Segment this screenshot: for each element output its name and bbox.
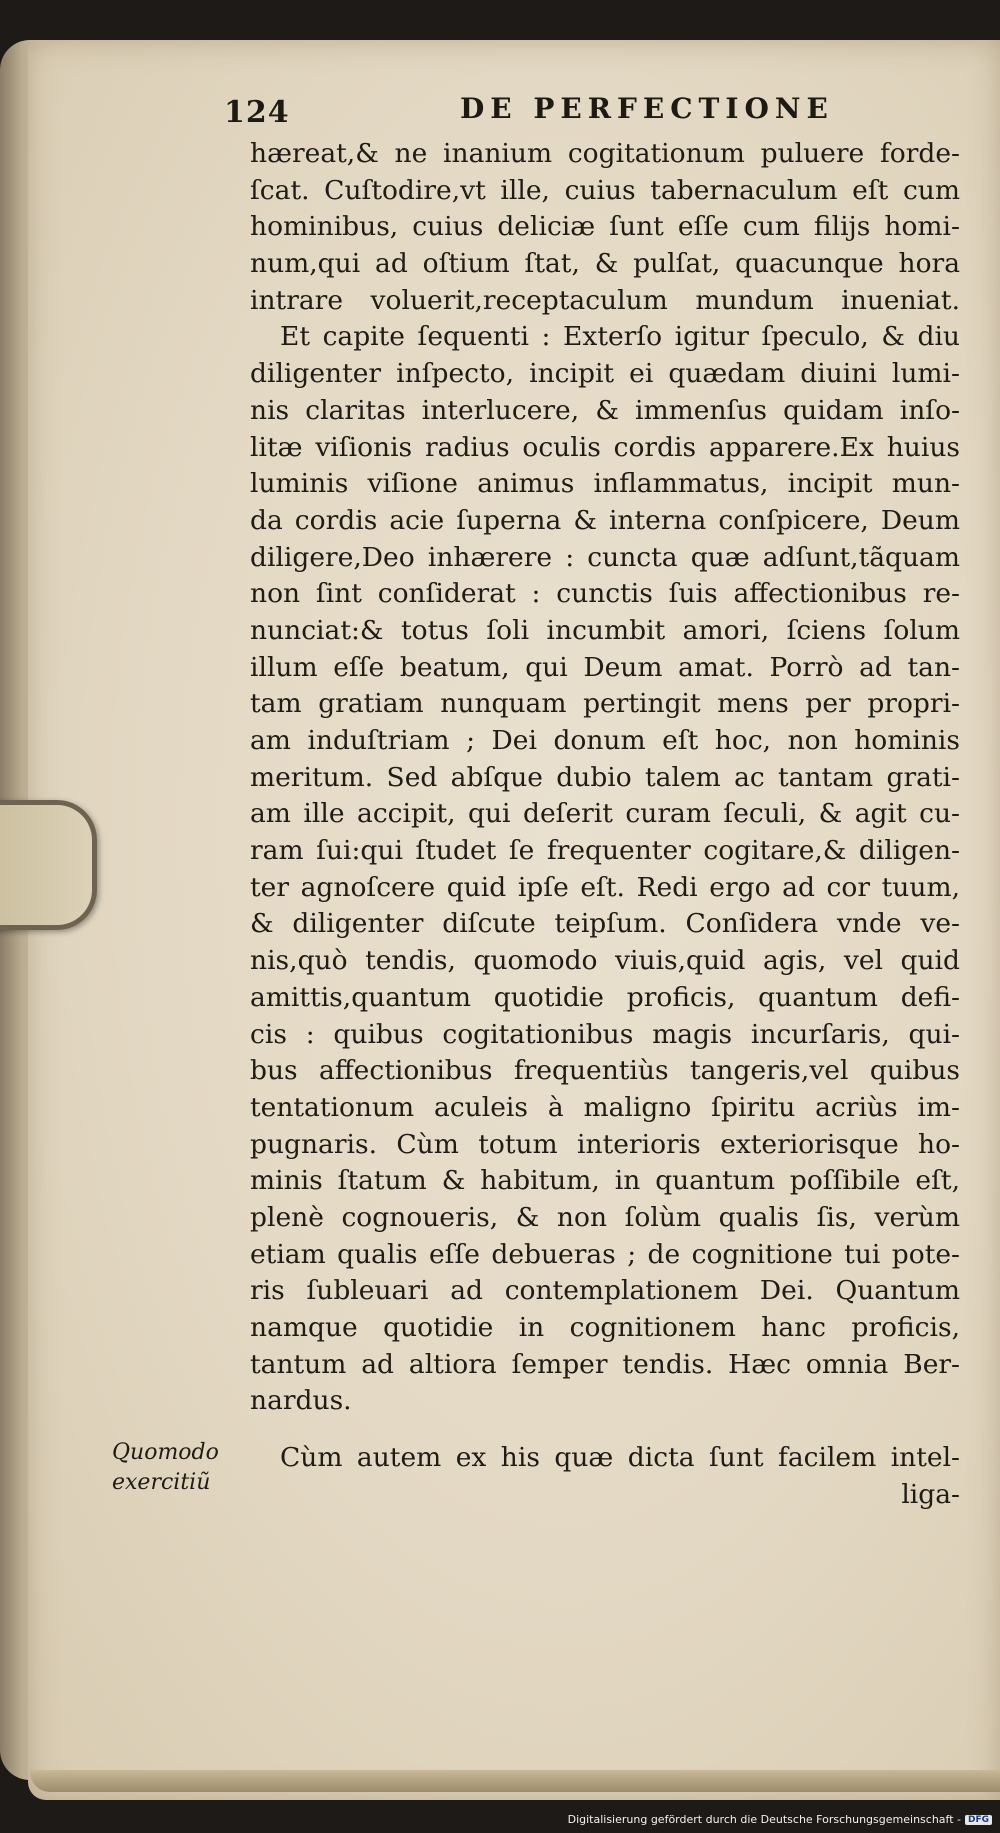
margin-note-line: Quomodo	[112, 1440, 219, 1465]
text-line: amittis,quantum quotidie proficis, quantum defi-	[250, 981, 960, 1013]
margin-note-line: exercitiũ	[112, 1470, 211, 1495]
body-text	[250, 136, 960, 1420]
text-line: meritum. Sed abſque dubio talem ac tantam grati-	[250, 761, 960, 793]
text-line: illum eſſe beatum, qui Deum amat. Porrò ad tan-	[250, 651, 960, 683]
text-line: tantum ad altiora ſemper tendis. Hæc omnia Ber-	[250, 1348, 960, 1380]
catchword: liga-	[901, 1478, 960, 1510]
credit-text: Digitalisierung gefördert durch die Deutsche Forschungsgemeinschaft -	[567, 1813, 961, 1826]
page-number: 124	[224, 95, 290, 130]
text-line: luminis viſione animus inflammatus, incipit mun-	[250, 468, 960, 500]
margin-note	[112, 1438, 219, 1498]
text-line: Cùm autem ex his quæ dicta ſunt facilem intel-	[280, 1442, 960, 1473]
bookmark-clasp	[0, 800, 97, 930]
text-line: intrare voluerit,receptaculum mundum inueniat.	[250, 284, 960, 316]
text-line: non ſint conſiderat : cunctis ſuis affectionibus re-	[250, 578, 960, 610]
text-line: bus affectionibus frequentiùs tangeris,vel quibus	[250, 1055, 960, 1087]
text-line: nunciat:& totus ſoli incumbit amori, ſciens ſolum	[250, 614, 960, 646]
text-line: etiam qualis eſſe debueras ; de cognitione tui pote-	[250, 1238, 960, 1270]
text-line: diligere,Deo inhærere : cuncta quæ adſunt,tãquam	[250, 541, 960, 573]
text-line: pugnaris. Cùm totum interioris exteriorisque ho-	[250, 1128, 960, 1160]
text-line: am ille accipit, qui deſerit curam ſeculi, & agit cu-	[250, 798, 960, 830]
digitization-credit	[568, 1813, 992, 1826]
text-line: ris ſubleuari ad contemplationem Dei. Quantum	[250, 1275, 960, 1307]
text-line: hæreat,& ne inanium cogitationum puluere forde-	[250, 138, 960, 169]
text-line: hominibus, cuius deliciæ ſunt eſſe cum filijs homi-	[250, 211, 960, 243]
text-line: Et capite ſequenti : Exterſo igitur ſpeculo, & diu	[280, 321, 960, 353]
text-line: tentationum aculeis à maligno ſpiritu acriùs im-	[250, 1091, 960, 1123]
page-bottom-edge	[30, 1770, 1000, 1792]
text-line: am induſtriam ; Dei donum eſt hoc, non hominis	[250, 725, 960, 756]
text-line: ter agnoſcere quid ipſe eſt. Redi ergo ad cor tuum,	[250, 871, 960, 903]
text-line: ram ſui:qui ſtudet ſe frequenter cogitare,& diligen-	[250, 835, 960, 867]
text-line: plenè cognoueris, & non ſolùm qualis ſis, verùm	[250, 1201, 960, 1233]
text-line: minis ſtatum & habitum, in quantum poſſibile eſt,	[250, 1165, 960, 1197]
dfg-logo: DFG	[965, 1815, 992, 1825]
text-line: num,qui ad oſtium ſtat, & pulſat, quacunque hora	[250, 248, 960, 280]
running-head: DE PERFECTIONE	[460, 92, 834, 125]
text-line: litæ viſionis radius oculis cordis apparere.Ex huius	[250, 431, 960, 463]
text-line: nis,quò tendis, quomodo viuis,quid agis, vel quid	[250, 945, 960, 977]
text-line: cis : quibus cogitationibus magis incurſaris, qui-	[250, 1018, 960, 1050]
text-line: nardus.	[250, 1385, 352, 1417]
text-line: diligenter inſpecto, incipit ei quædam diuini lumi-	[250, 358, 960, 390]
text-line: nis claritas interlucere, & immenſus quidam inſo-	[250, 394, 960, 426]
text-line: da cordis acie ſuperna & interna conſpicere, Deum	[250, 504, 960, 536]
text-line: & diligenter diſcute teipſum. Conſidera vnde ve-	[250, 908, 960, 940]
final-paragraph	[250, 1440, 960, 1513]
text-line: ſcat. Cuſtodire,vt ille, cuius tabernaculum eſt cum	[250, 174, 960, 206]
text-line: namque quotidie in cognitionem hanc proficis,	[250, 1312, 960, 1343]
text-line: tam gratiam nunquam pertingit mens per propri-	[250, 688, 960, 720]
